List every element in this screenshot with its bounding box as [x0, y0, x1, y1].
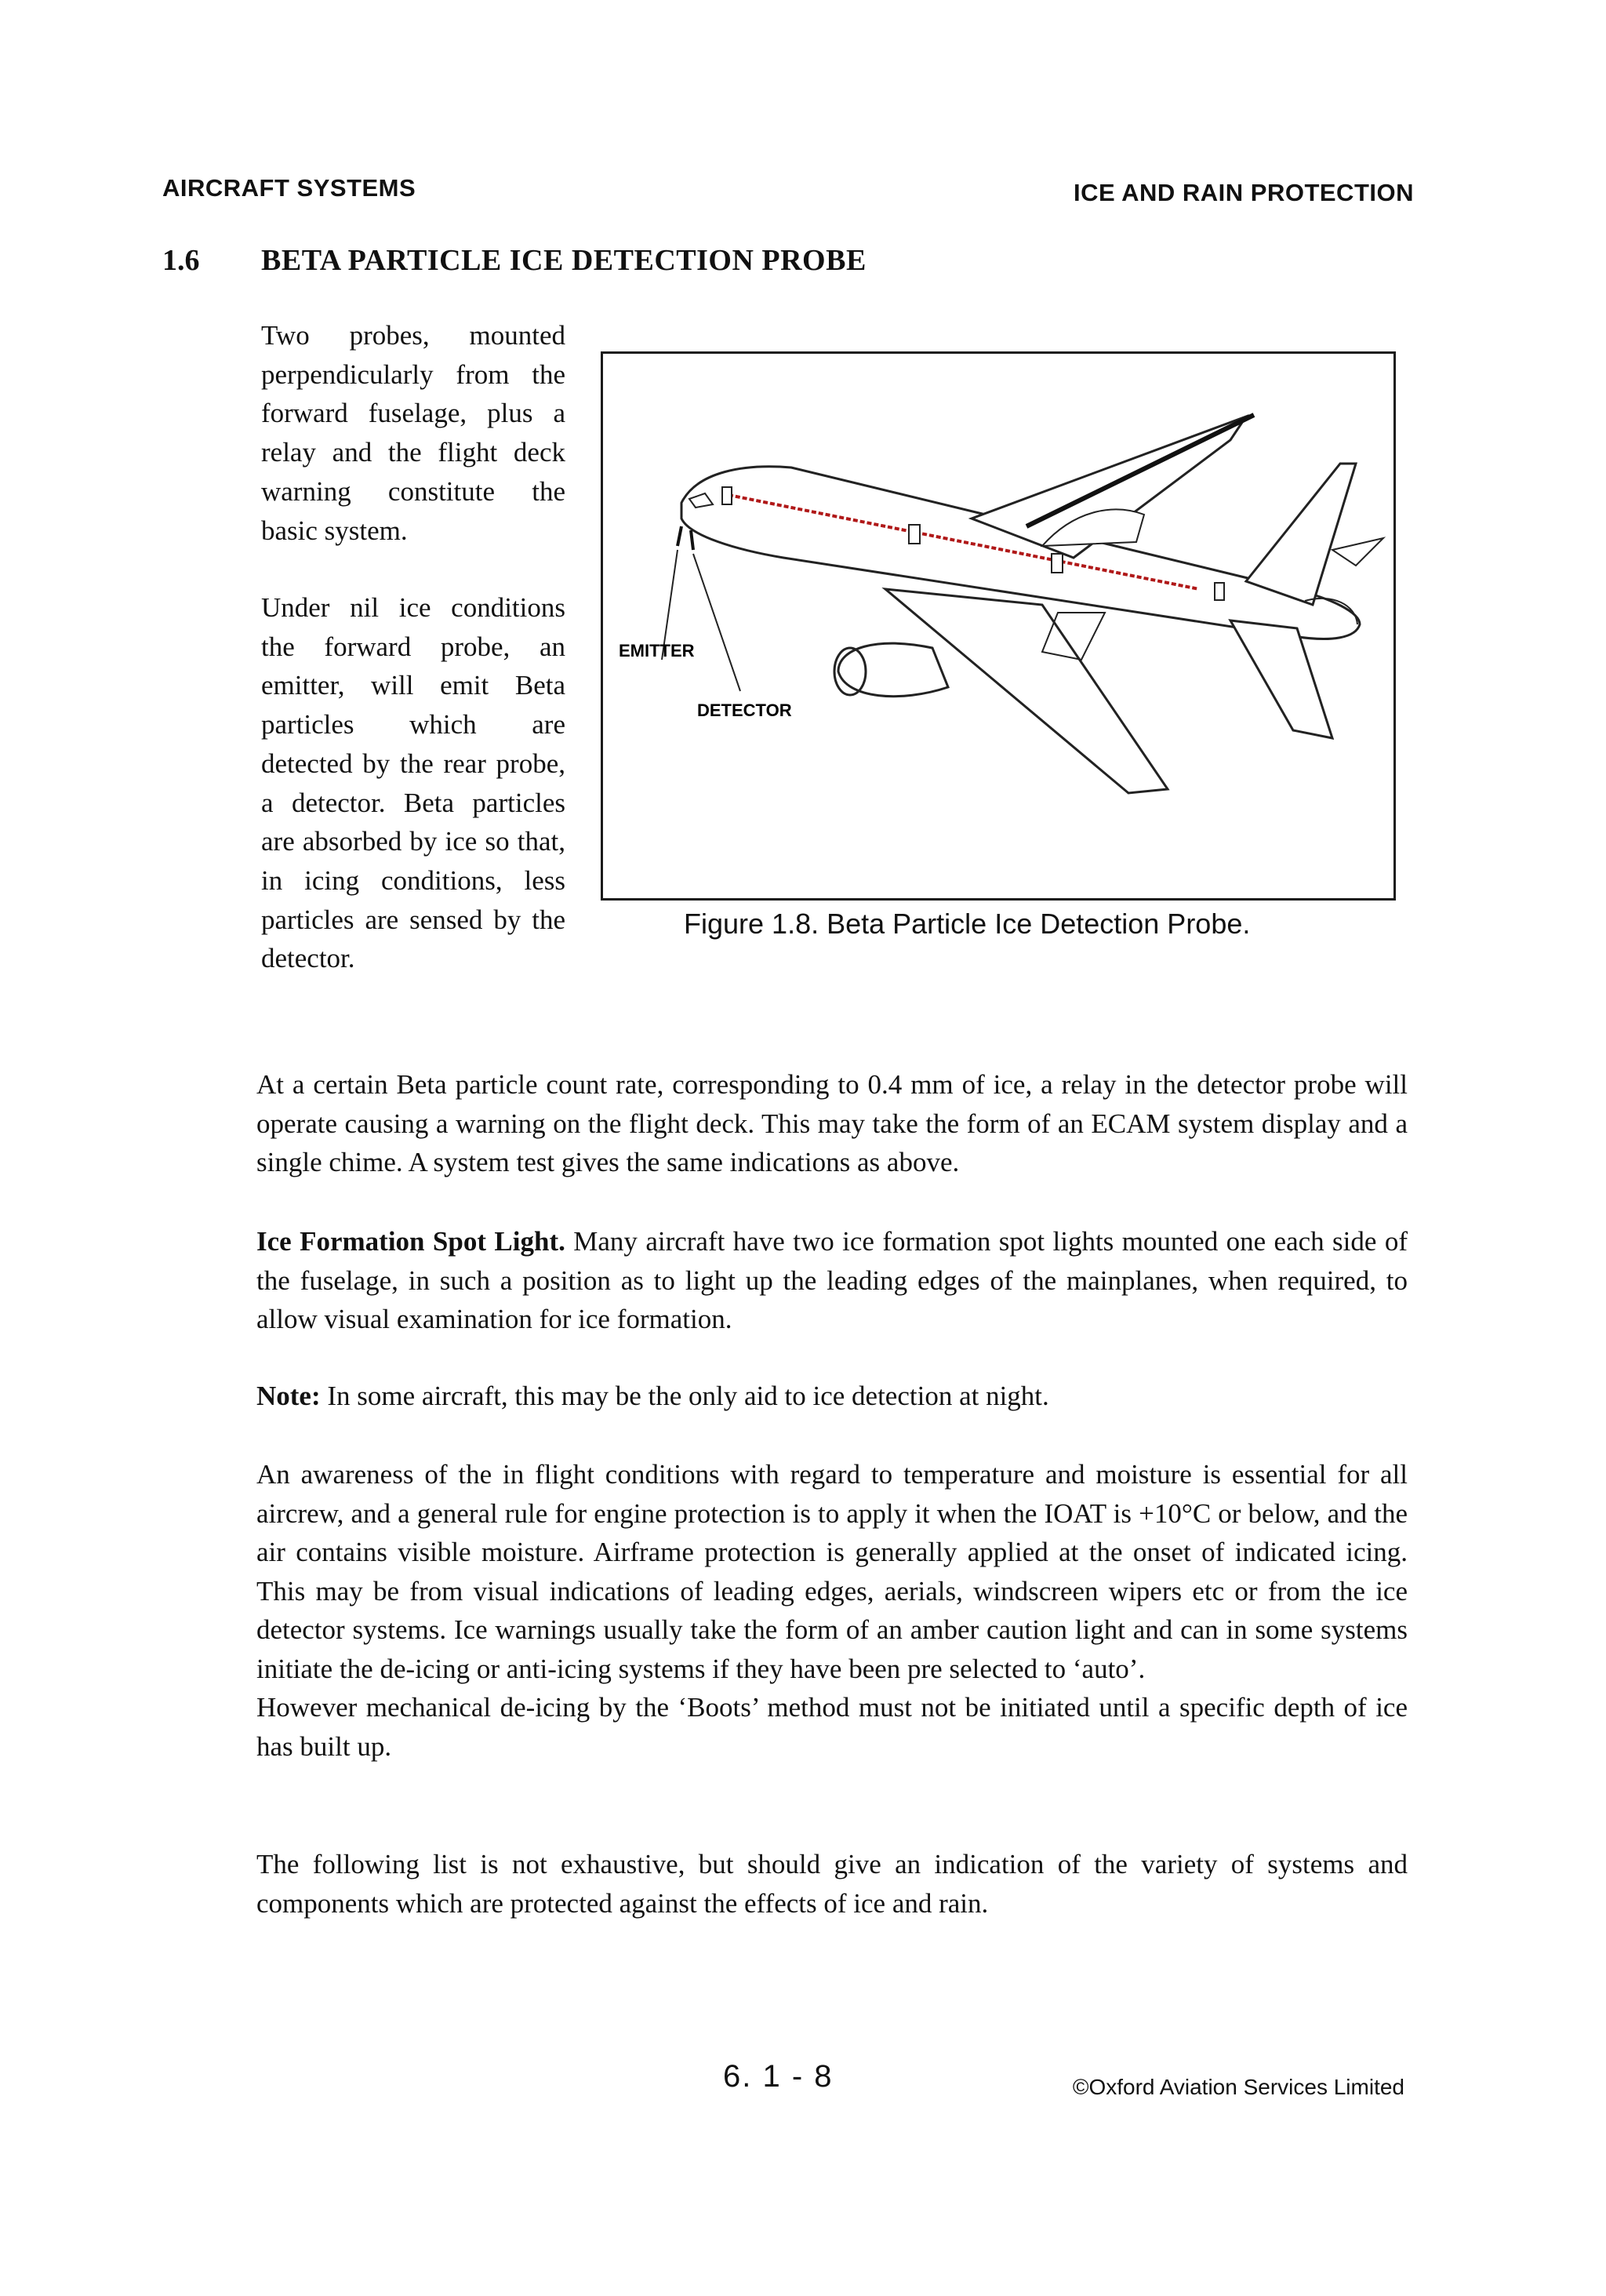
header-left: AIRCRAFT SYSTEMS	[162, 174, 416, 202]
paragraph-count-rate: At a certain Beta particle count rate, corresponding to 0.4 mm of ice, a relay in the detector probe will operate causing a warning on the flight deck. This may take the form of an ECAM system display and a single chime. A system test gives the same indications as above.	[256, 1069, 1408, 1177]
door-over-wing	[1052, 554, 1063, 573]
paragraph-nil-ice-conditions: Under nil ice conditions the forward probe, an emitter, will emit Beta particles which are detected by the rear probe, a detector. Beta particles are absorbed by ice so that, in icing conditions, less particles are sensed by the detector.	[261, 592, 565, 974]
near-engine	[838, 643, 948, 697]
aircraft-drawing	[603, 354, 1393, 898]
header-right: ICE AND RAIN PROTECTION	[1073, 179, 1414, 206]
far-stabilizer	[1332, 538, 1383, 566]
figure-aircraft-illustration	[601, 351, 1396, 901]
awareness-text: An awareness of the in flight conditions with regard to temperature and moisture is essential for all aircrew, and a general rule for engine protection is to apply it when the IOAT is +10°C or below, and the air contains visible moisture. Airframe protection is generally applied at the onset of indicated icing. This may be from visual indications of leading edges, aerials, windscreen wipers etc or from the ice detector systems. Ice warnings usually take the form of an amber caution light and can in some systems initiate the de-icing or anti-icing systems if they have been pre selected to ‘auto’.	[256, 1459, 1408, 1684]
section-title: BETA PARTICLE ICE DETECTION PROBE	[261, 244, 867, 277]
section-number: 1.6	[162, 244, 200, 277]
paragraph-note	[256, 1377, 1408, 1416]
note-label: Note:	[256, 1381, 321, 1411]
emitter-label: EMITTER	[619, 641, 695, 660]
copyright: ©Oxford Aviation Services Limited	[1072, 2075, 1404, 2099]
note-text: In some aircraft, this may be the only aid to ice detection at night.	[327, 1381, 1049, 1411]
figure-caption: Figure 1.8. Beta Particle Ice Detection Probe.	[684, 908, 1251, 940]
door-rear	[1215, 583, 1224, 600]
page-number: 6. 1 - 8	[723, 2059, 834, 2094]
spot-light-label: Ice Formation Spot Light.	[256, 1226, 565, 1257]
paragraph-awareness	[256, 1455, 1408, 1766]
emitter-probe	[678, 526, 681, 546]
detector-label: DETECTOR	[697, 700, 792, 720]
door-front	[722, 487, 732, 504]
detector-probe	[691, 530, 693, 550]
detector-leader-line	[693, 554, 740, 691]
door-mid	[909, 525, 920, 544]
paragraph-spot-light	[256, 1222, 1408, 1339]
boots-text: However mechanical de-icing by the ‘Boots’ method must not be initiated until a specific depth of ice has built up.	[256, 1692, 1408, 1762]
paragraph-following-list: The following list is not exhaustive, but should give an indication of the variety of systems and components which are protected against the effects of ice and rain.	[256, 1849, 1408, 1919]
vertical-tail	[1246, 464, 1356, 605]
spot-light-text: Many aircraft have two ice formation spot lights mounted one each side of the fuselage, in such a position as to light up the leading edges of the mainplanes, when required, to allow visual examination for ice formation.	[256, 1226, 1408, 1334]
far-wing-leading-edge	[1026, 415, 1254, 526]
paragraph-probes-intro: Two probes, mounted perpendicularly from the forward fuselage, plus a relay and the flight deck warning constitute the basic system.	[261, 320, 565, 546]
